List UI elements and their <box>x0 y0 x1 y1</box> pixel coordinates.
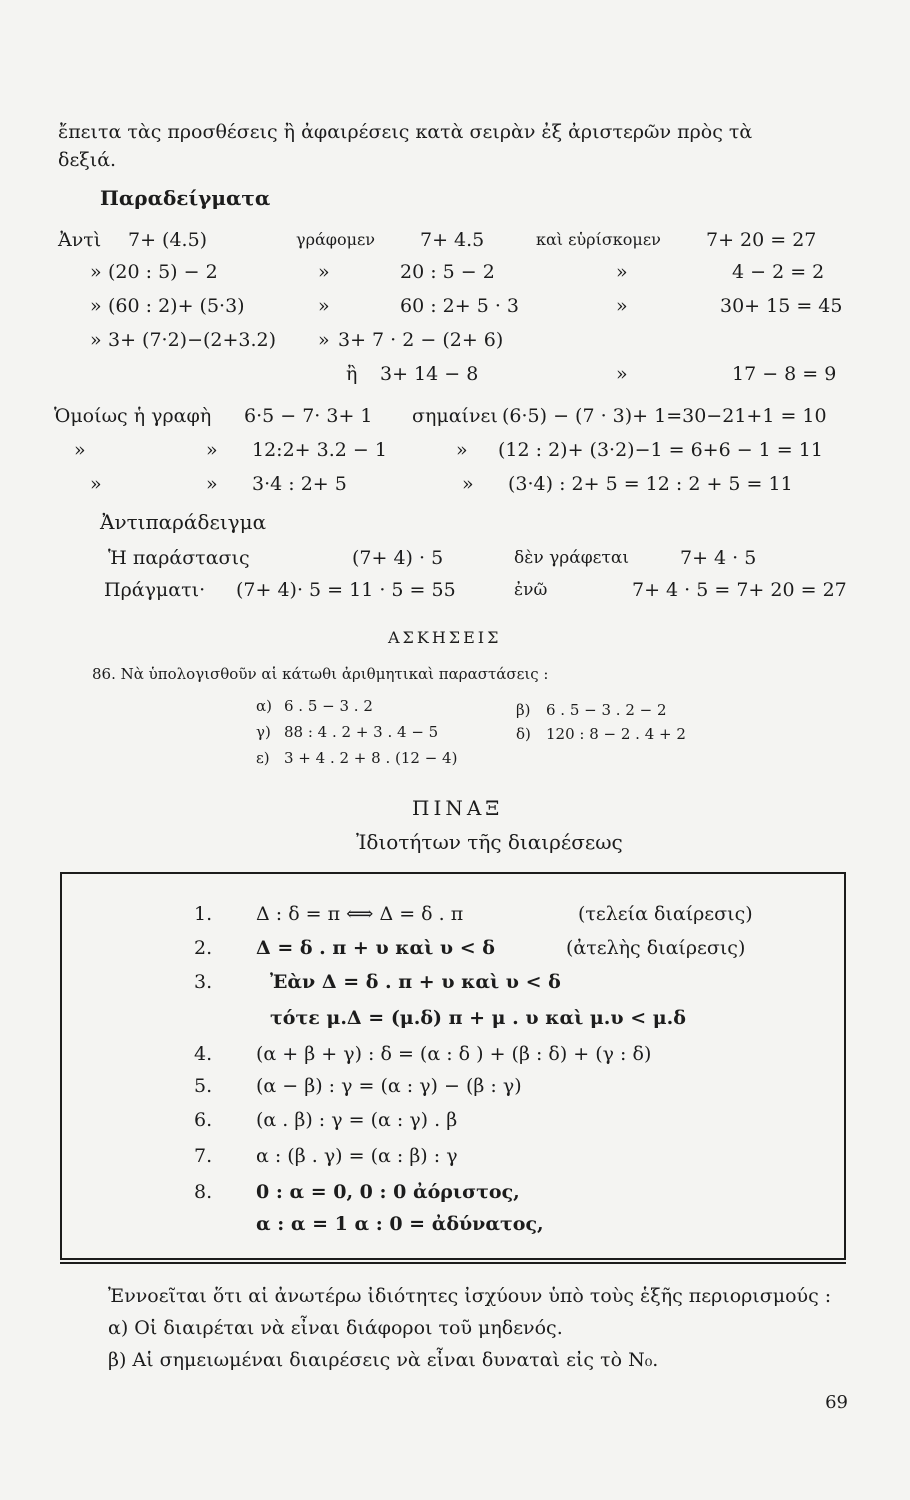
row-formula: (α . β) : γ = (α : γ) . β <box>256 1109 458 1131</box>
row-rewritten: 7+ 4.5 <box>420 229 485 251</box>
table-subtitle: Ἰδιοτήτων τῆς διαιρέσεως <box>356 830 623 854</box>
page-number: 69 <box>825 1392 848 1413</box>
row-d: 7+ 4 · 5 <box>680 547 757 569</box>
row-verb: σημαίνει <box>412 405 498 427</box>
row-conj: » <box>616 295 628 317</box>
table-title: ΠΙΝΑΞ <box>412 796 504 820</box>
row-expr: 3·4 : 2+ 5 <box>252 473 347 495</box>
row-result: 17 − 8 = 9 <box>732 363 837 385</box>
row-formula: (α − β) : γ = (α : γ) − (β : γ) <box>256 1075 522 1097</box>
row-conj: » <box>616 261 628 283</box>
row-expr: 12:2+ 3.2 − 1 <box>252 439 387 461</box>
row-number: 8. <box>194 1181 213 1203</box>
intro-line-2: δεξιά. <box>58 149 117 171</box>
row-formula: 0 : α = 0, 0 : 0 ἀόριστος, <box>256 1181 520 1203</box>
row-formula: Δ = δ . π + υ καὶ υ < δ <box>256 937 495 959</box>
row-rewritten: 20 : 5 − 2 <box>400 261 495 283</box>
footer-line-2: α) Οἱ διαιρέται νὰ εἶναι διάφοροι τοῦ μηδενός. <box>108 1317 563 1339</box>
exercise-expr: 120 : 8 − 2 . 4 + 2 <box>546 725 686 743</box>
row-verb: » <box>318 261 330 283</box>
exercise-label: ε) <box>256 749 270 767</box>
exercise-label: β) <box>516 701 531 719</box>
row-lead: Ἀντὶ <box>58 229 102 251</box>
intro-line-1: ἔπειτα τὰς προσθέσεις ἢ ἀφαιρέσεις κατὰ σειρὰν ἐξ ἀριστερῶν πρὸς τὰ <box>58 121 753 143</box>
row-rewritten: 3+ 14 − 8 <box>380 363 479 385</box>
exercises-intro: 86. Νὰ ὑπολογισθοῦν αἱ κάτωθι ἀριθμητικαὶ παραστάσεις : <box>92 665 549 683</box>
row-lead: » <box>90 295 102 317</box>
row-note: (τελεία διαίρεσις) <box>578 903 753 925</box>
exercise-expr: 6 . 5 − 3 . 2 <box>284 697 373 715</box>
row-formula: (α + β + γ) : δ = (α : δ ) + (β : δ) + (γ : δ) <box>256 1043 652 1065</box>
row-verb: » <box>462 473 474 495</box>
row-lead: » <box>90 473 102 495</box>
footer-line-3: β) Αἱ σημειωμέναι διαιρέσεις νὰ εἶναι δυναταὶ εἰς τὸ Ν₀. <box>108 1349 659 1371</box>
row-formula: Δ : δ = π ⟺ Δ = δ . π <box>256 903 464 925</box>
row-expr: 6·5 − 7· 3+ 1 <box>244 405 373 427</box>
row-result: (3·4) : 2+ 5 = 12 : 2 + 5 = 11 <box>508 473 793 495</box>
row-lead: » <box>90 261 102 283</box>
exercise-label: δ) <box>516 725 531 743</box>
row-formula: Ἐὰν Δ = δ . π + υ καὶ υ < δ <box>270 971 561 993</box>
row-expr: 7+ (4.5) <box>128 229 208 251</box>
row-c: δὲν γράφεται <box>514 548 629 568</box>
row-rewritten: 60 : 2+ 5 · 3 <box>400 295 520 317</box>
row-result: 30+ 15 = 45 <box>720 295 843 317</box>
exercise-expr: 6 . 5 − 3 . 2 − 2 <box>546 701 667 719</box>
exercise-expr: 3 + 4 . 2 + 8 . (12 − 4) <box>284 749 458 767</box>
row-c: ἐνῶ <box>514 580 548 600</box>
row-expr: (60 : 2)+ (5·3) <box>108 295 245 317</box>
row-a: Ἡ παράστασις <box>108 547 250 569</box>
exercise-expr: 88 : 4 . 2 + 3 . 4 − 5 <box>284 723 439 741</box>
row-lead-2: » <box>206 439 218 461</box>
counterexample-heading: Ἀντιπαράδειγμα <box>100 510 267 534</box>
row-number: 7. <box>194 1145 213 1167</box>
row-verb: » <box>318 295 330 317</box>
row-b: (7+ 4) · 5 <box>352 547 444 569</box>
row-verb: γράφομεν <box>296 230 376 249</box>
row-number: 2. <box>194 937 213 959</box>
row-lead-2: » <box>206 473 218 495</box>
row-formula: α : (β . γ) = (α : β) : γ <box>256 1145 458 1167</box>
row-conj: » <box>616 363 628 385</box>
row-expr: (20 : 5) − 2 <box>108 261 218 283</box>
row-expr: 3+ (7·2)−(2+3.2) <box>108 329 277 351</box>
row-verb: » <box>456 439 468 461</box>
row-lead: » <box>74 439 86 461</box>
row-a: Πράγματι· <box>104 579 206 601</box>
examples-heading: Παραδείγματα <box>100 186 271 210</box>
row-result: 4 − 2 = 2 <box>732 261 825 283</box>
row-b: (7+ 4)· 5 = 11 · 5 = 55 <box>236 579 456 601</box>
row-number: 4. <box>194 1043 213 1065</box>
row-d: 7+ 4 · 5 = 7+ 20 = 27 <box>632 579 847 601</box>
row-lead: ἢ <box>346 363 358 385</box>
row-note: (ἀτελὴς διαίρεσις) <box>566 937 746 959</box>
exercises-heading: ΑΣΚΗΣΕΙΣ <box>388 628 502 647</box>
row-result: (6·5) − (7 · 3)+ 1=30−21+1 = 10 <box>502 405 827 427</box>
row-number: 3. <box>194 971 213 993</box>
row-formula: τότε μ.Δ = (μ.δ) π + μ . υ καὶ μ.υ < μ.δ <box>270 1007 686 1029</box>
row-formula: α : α = 1 α : 0 = ἀδύνατος, <box>256 1213 544 1235</box>
row-number: 1. <box>194 903 213 925</box>
row-result: 7+ 20 = 27 <box>706 229 817 251</box>
row-conj: καὶ εὑρίσκομεν <box>536 230 661 249</box>
row-verb: » <box>318 329 330 351</box>
row-result: (12 : 2)+ (3·2)−1 = 6+6 − 1 = 11 <box>498 439 823 461</box>
row-lead: » <box>90 329 102 351</box>
footer-line-1: Ἐννοεῖται ὅτι αἱ ἀνωτέρω ἰδιότητες ἰσχύουν ὑπὸ τοὺς ἑξῆς περιορισμούς : <box>108 1285 832 1307</box>
row-number: 5. <box>194 1075 213 1097</box>
row-number: 6. <box>194 1109 213 1131</box>
exercise-label: γ) <box>256 723 271 741</box>
row-lead: Ὁμοίως ἡ γραφὴ <box>54 405 212 427</box>
exercise-label: α) <box>256 697 272 715</box>
row-rewritten: 3+ 7 · 2 − (2+ 6) <box>338 329 504 351</box>
